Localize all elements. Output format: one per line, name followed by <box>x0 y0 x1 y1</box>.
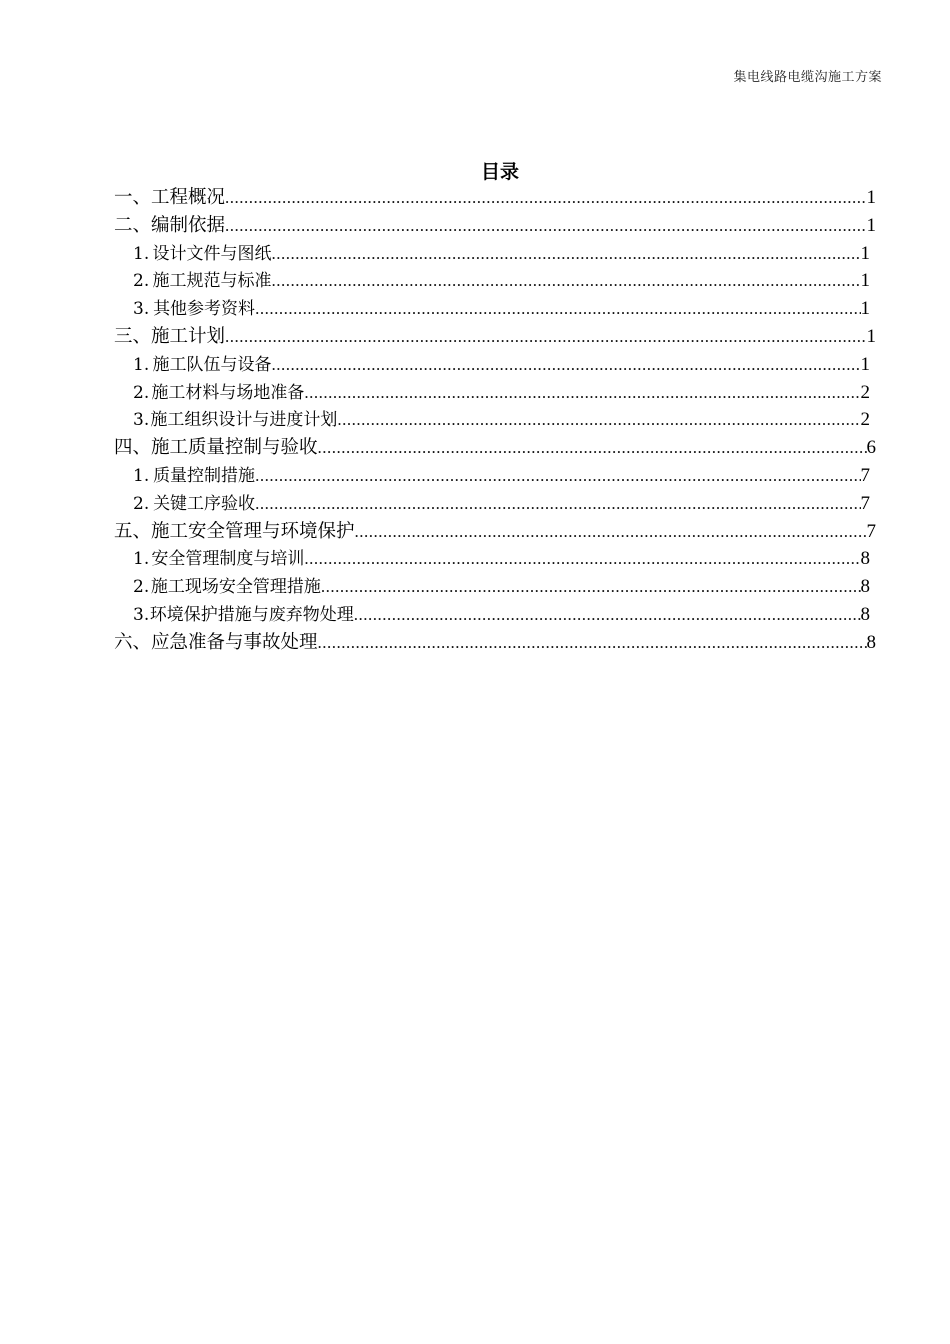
toc-entry-label: 应急准备与事故处理 <box>151 631 318 653</box>
toc-entry[interactable] <box>114 212 876 240</box>
toc-entry-page: 1 <box>866 325 876 347</box>
dot-leader <box>255 490 860 518</box>
toc-entry[interactable] <box>114 434 876 462</box>
toc-entry-label: 安全管理制度与培训 <box>151 549 305 570</box>
toc-subentry[interactable] <box>114 295 870 323</box>
toc-entry-number: 五、 <box>114 520 152 542</box>
toc-subentry[interactable] <box>114 462 870 490</box>
toc-entry-number: 1. <box>133 465 150 486</box>
toc-entry-page: 1 <box>860 242 870 264</box>
page-header-title: 集电线路电缆沟施工方案 <box>733 70 882 85</box>
toc-title: 目录 <box>480 161 519 183</box>
toc-entry-label: 关键工序验收 <box>153 493 256 514</box>
dot-leader <box>318 629 867 657</box>
toc-entry-label: 施工安全管理与环境保护 <box>151 520 355 542</box>
toc-entry-number: 1. <box>133 549 150 570</box>
toc-subentry[interactable] <box>114 406 870 434</box>
toc-entry-number: 一、 <box>114 187 152 208</box>
toc-entry-page: 1 <box>860 298 870 320</box>
toc-entry-page: 8 <box>860 576 870 598</box>
toc-entry-page: 2 <box>860 409 870 431</box>
toc-entry-page: 7 <box>860 464 870 486</box>
toc-entry-number: 三、 <box>114 325 152 347</box>
toc-entry[interactable] <box>114 184 876 212</box>
dot-leader <box>304 545 860 573</box>
dot-leader <box>321 573 861 601</box>
toc-entry-page: 7 <box>860 492 870 514</box>
toc-subentry[interactable] <box>114 267 870 295</box>
table-of-contents <box>114 184 876 657</box>
toc-entry-label: 环境保护措施与废弃物处理 <box>149 604 354 625</box>
dot-leader <box>337 406 860 434</box>
toc-entry-label: 施工规范与标准 <box>152 271 272 292</box>
toc-subentry[interactable] <box>114 573 870 601</box>
dot-leader <box>225 323 866 351</box>
toc-entry-label: 施工质量控制与验收 <box>151 437 318 459</box>
dot-leader <box>272 267 861 295</box>
dot-leader <box>272 351 861 379</box>
dot-leader <box>355 518 867 546</box>
toc-entry[interactable] <box>114 323 876 351</box>
toc-entry-label: 施工现场安全管理措施 <box>150 577 321 598</box>
toc-entry-label: 编制依据 <box>151 214 226 236</box>
toc-entry-label: 施工组织设计与进度计划 <box>150 410 338 431</box>
toc-entry-number: 1. <box>133 243 150 264</box>
toc-entry-number: 1. <box>133 354 150 375</box>
toc-entry-page: 8 <box>866 631 876 653</box>
toc-entry-page: 7 <box>866 520 876 542</box>
toc-entry-label: 施工计划 <box>151 325 226 347</box>
toc-entry-label: 施工材料与场地准备 <box>151 382 305 403</box>
dot-leader <box>354 601 861 629</box>
toc-entry-page: 2 <box>860 381 870 403</box>
toc-entry-label: 工程概况 <box>151 187 226 208</box>
toc-subentry[interactable] <box>114 351 870 379</box>
toc-entry-page: 6 <box>866 437 876 459</box>
toc-entry-page: 1 <box>866 214 876 236</box>
toc-subentry[interactable] <box>114 545 870 573</box>
toc-entry-number: 3. <box>133 410 150 431</box>
dot-leader <box>272 240 861 268</box>
dot-leader <box>255 295 860 323</box>
toc-entry-page: 1 <box>860 270 870 292</box>
toc-entry-number: 2. <box>133 271 150 292</box>
toc-entry-label: 质量控制措施 <box>153 465 256 486</box>
toc-entry-number: 2. <box>133 577 150 598</box>
toc-subentry[interactable] <box>114 601 870 629</box>
toc-entry-number: 2. <box>133 493 150 514</box>
toc-entry[interactable] <box>114 629 876 657</box>
toc-entry-number: 3. <box>133 299 150 320</box>
toc-entry[interactable] <box>114 518 876 546</box>
toc-entry-page: 1 <box>866 187 876 208</box>
toc-entry-number: 3. <box>133 604 150 625</box>
toc-entry-number: 2. <box>133 382 150 403</box>
toc-entry-number: 四、 <box>114 437 152 459</box>
toc-subentry[interactable] <box>114 490 870 518</box>
toc-entry-number: 六、 <box>114 631 152 653</box>
dot-leader <box>225 184 866 212</box>
toc-entry-label: 设计文件与图纸 <box>152 243 272 264</box>
dot-leader <box>255 462 860 490</box>
toc-entry-page: 8 <box>860 548 870 570</box>
toc-entry-label: 施工队伍与设备 <box>152 354 272 375</box>
dot-leader <box>304 379 860 407</box>
toc-subentry[interactable] <box>114 240 870 268</box>
dot-leader <box>225 212 866 240</box>
toc-entry-number: 二、 <box>114 214 152 236</box>
toc-entry-page: 8 <box>860 603 870 625</box>
toc-entry-label: 其他参考资料 <box>153 299 256 320</box>
dot-leader <box>318 434 867 462</box>
toc-entry-page: 1 <box>860 353 870 375</box>
toc-subentry[interactable] <box>114 379 870 407</box>
